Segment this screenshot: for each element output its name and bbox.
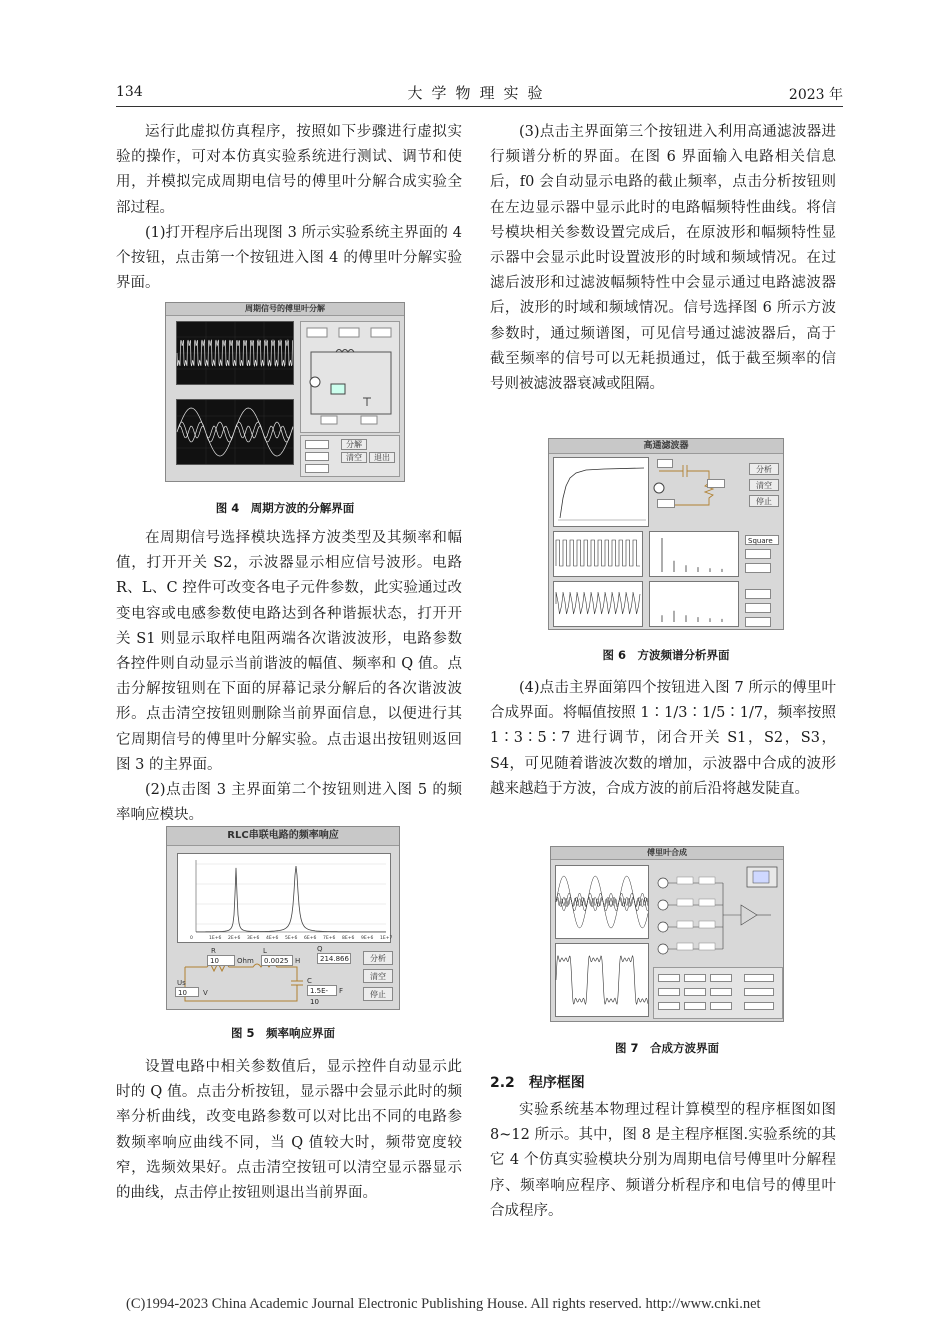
fig5-clear-button[interactable]: 清空 bbox=[363, 969, 393, 983]
fig5-q-display: 214.866 bbox=[317, 953, 351, 964]
figure-7-screenshot bbox=[550, 846, 784, 1022]
left-column-bottom bbox=[116, 1055, 462, 1206]
fig7-param-field[interactable] bbox=[658, 974, 680, 982]
fig7-param-field[interactable] bbox=[658, 988, 680, 996]
figure-6-screenshot bbox=[548, 438, 784, 630]
harmonic-curve bbox=[556, 893, 648, 911]
fig6-signal-type-select[interactable]: Square bbox=[745, 535, 779, 545]
paragraph: 在周期信号选择模块选择方波类型及其频率和幅值，打开开关 S2，示波器显示相应信号波形。电路 R、L、C 控件可改变各电子元件参数，此实验通过改变电容或电感参数使电路达到各种谐振状态，打开开关 S1 则显示取样电阻两端各次谐波波形，电路参数各控件则自动显示当前谐波的幅值、频率和 Q 值。点击分解按钮则在下面的屏幕记录分解后的各次谐波波形。点击清空按钮则删除当前界面信息，以便进行其它周期信号的傅里叶分解实验。点击退出按钮则返回图 3 的主界面。 bbox=[116, 530, 462, 773]
fig5-response-curve bbox=[178, 854, 393, 942]
fig6-filtered-spectrum bbox=[650, 582, 738, 626]
fig6-clear-button[interactable]: 清空 bbox=[749, 479, 779, 491]
fig7-harmonics-waveform bbox=[556, 866, 648, 938]
fig4-decompose-button[interactable]: 分解 bbox=[341, 439, 367, 450]
figure-5-screenshot bbox=[166, 826, 400, 1010]
figure-4-caption: 图 4 周期方波的分解界面 bbox=[215, 501, 355, 515]
fig5-c-label: C bbox=[307, 977, 312, 985]
fig6-original-spectrum-plot bbox=[649, 531, 739, 577]
fig4-param-field[interactable] bbox=[305, 464, 329, 473]
fig6-original-spectrum bbox=[650, 532, 738, 576]
figure-6-caption: 图 6 方波频谱分析界面 bbox=[602, 648, 730, 662]
fig4-param-field[interactable] bbox=[305, 452, 329, 461]
fig6-capacitance-field[interactable] bbox=[657, 459, 673, 468]
fig6-stop-button[interactable]: 停止 bbox=[749, 495, 779, 507]
issue-year: 2023 年 bbox=[788, 87, 843, 103]
copyright-footer: (C)1994-2023 China Academic Journal Electronic Publishing House. All rights reserved. http://www.cnki.net bbox=[126, 1296, 761, 1312]
fig5-r-unit: Ohm bbox=[237, 957, 254, 965]
fig5-l-input[interactable]: 0.0025 bbox=[261, 955, 293, 966]
fig6-amplitude-response-plot bbox=[553, 457, 649, 527]
fig7-param-field[interactable] bbox=[710, 1002, 732, 1010]
fig5-l-label: L bbox=[263, 947, 267, 955]
section-number: 2.2 bbox=[490, 1075, 515, 1091]
fig5-x-tick-label: 6E+6 bbox=[304, 936, 317, 941]
fig5-us-label: Us bbox=[177, 979, 186, 987]
fig6-param-field[interactable] bbox=[745, 603, 771, 613]
fig7-param-field[interactable] bbox=[744, 974, 774, 982]
fig5-response-plot bbox=[177, 853, 391, 943]
fig5-l-unit: H bbox=[295, 957, 301, 965]
fig5-c-unit: F bbox=[339, 987, 344, 995]
fig5-c-input[interactable]: 1.5E-10 bbox=[307, 985, 337, 996]
right-column-top bbox=[490, 120, 836, 397]
harmonic-curve bbox=[556, 898, 648, 906]
fig7-synthesis-plot bbox=[555, 943, 649, 1017]
fig5-us-unit: V bbox=[203, 989, 208, 997]
figure-7-caption: 图 7 合成方波界面 bbox=[614, 1041, 719, 1055]
fig5-q-label: Q bbox=[317, 945, 323, 953]
fig6-filtered-spectrum-plot bbox=[649, 581, 739, 627]
fig6-param-field[interactable] bbox=[745, 549, 771, 559]
paragraph: 实验系统基本物理过程计算模型的程序框图如图 8~12 所示。其中，图 8 是主程序框图.实验系统的其它 4 个仿真实验模块分别为周期电信号傅里叶分解程序、频率响应程序、频谱分析程序和电信号的傅里叶合成程序。 bbox=[490, 1102, 836, 1219]
fig4-circuit-diagram bbox=[301, 322, 397, 430]
section-title: 程序框图 bbox=[528, 1075, 585, 1091]
fig6-window-title: 高通滤波器 bbox=[549, 439, 783, 454]
fig6-param-field[interactable] bbox=[745, 563, 771, 573]
fig6-amplitude-curve bbox=[554, 458, 648, 526]
fig5-x-tick-label: 2E+6 bbox=[228, 936, 241, 941]
fig4-param-field[interactable] bbox=[305, 440, 329, 449]
fig4-waveform-bottom bbox=[177, 400, 293, 464]
fig6-original-waveform-plot bbox=[553, 531, 643, 577]
left-column-middle bbox=[116, 526, 462, 828]
fig5-x-tick-label: 8E+6 bbox=[342, 936, 355, 941]
fig5-x-tick-label: 5E+6 bbox=[285, 936, 298, 941]
journal-name: 大学物理实验 bbox=[407, 84, 552, 102]
fig7-window-title: 傅里叶合成 bbox=[551, 847, 783, 860]
running-header bbox=[116, 84, 843, 106]
fig6-filtered-waveform-plot bbox=[553, 581, 643, 627]
fig7-param-field[interactable] bbox=[710, 974, 732, 982]
fig5-x-tick-label: 9E+6 bbox=[361, 936, 374, 941]
fig7-synthesis-circuit bbox=[653, 863, 781, 963]
harmonic-curve bbox=[556, 876, 648, 928]
fig5-r-label: R bbox=[211, 947, 216, 955]
fig7-param-field[interactable] bbox=[658, 1002, 680, 1010]
figure-5-caption: 图 5 频率响应界面 bbox=[230, 1026, 335, 1040]
fig4-exit-button[interactable]: 退出 bbox=[369, 452, 395, 463]
fig7-param-field[interactable] bbox=[744, 1002, 774, 1010]
fig6-param-field[interactable] bbox=[745, 617, 771, 627]
figure-4-screenshot bbox=[165, 302, 405, 482]
paragraph: 设置电路中相关参数值后，显示控件自动显示此时的 Q 值。点击分析按钮，显示器中会显示此时的频率分析曲线，改变电路参数可以对比出不同的电路参数频率响应曲线不同，当 Q 值较大时，频带宽度较窄，选频效果好。点击清空按钮可以清空显示器显示的曲线，点击停止按钮则退出当前界面。 bbox=[116, 1059, 462, 1202]
right-column-middle bbox=[490, 676, 836, 802]
fig6-original-waveform bbox=[554, 532, 642, 576]
fig7-parameter-panel bbox=[653, 967, 783, 1019]
fig7-param-field[interactable] bbox=[684, 1002, 706, 1010]
header-rule bbox=[116, 106, 843, 107]
fig5-x-tick-label: 1E+7 bbox=[380, 936, 393, 941]
fig5-x-tick-label: 7E+6 bbox=[323, 936, 336, 941]
fig5-analyze-button[interactable]: 分析 bbox=[363, 951, 393, 965]
fig4-scope-top bbox=[176, 321, 294, 385]
fig7-harmonics-plot bbox=[555, 865, 649, 939]
fig5-r-input[interactable]: 10 bbox=[207, 955, 235, 966]
fig4-window-title: 周期信号的傅里叶分解 bbox=[166, 303, 404, 316]
fig7-param-field[interactable] bbox=[710, 988, 732, 996]
fig6-f0-display bbox=[707, 479, 725, 488]
fig4-circuit-panel bbox=[300, 321, 400, 433]
fig6-resistance-field[interactable] bbox=[657, 499, 675, 508]
fig5-window-title: RLC串联电路的频率响应 bbox=[167, 827, 399, 846]
fig4-scope-bottom bbox=[176, 399, 294, 465]
paragraph: (2)点击图 3 主界面第二个按钮则进入图 5 的频率响应模块。 bbox=[116, 782, 462, 824]
fig5-x-tick-label: 4E+6 bbox=[266, 936, 279, 941]
fig5-stop-button[interactable]: 停止 bbox=[363, 987, 393, 1001]
fig4-clear-button[interactable]: 清空 bbox=[341, 452, 367, 463]
fig4-control-panel bbox=[300, 435, 400, 477]
paragraph: (1)打开程序后出现图 3 所示实验系统主界面的 4 个按钮，点击第一个按钮进入图 4 的傅里叶分解实验界面。 bbox=[116, 224, 462, 292]
fig4-waveform-top bbox=[177, 322, 293, 384]
fig7-param-field[interactable] bbox=[684, 974, 706, 982]
right-column-bottom bbox=[490, 1098, 836, 1224]
fig6-filtered-waveform bbox=[554, 582, 642, 626]
fig5-x-tick-label: 0 bbox=[190, 936, 193, 941]
fig7-param-field[interactable] bbox=[684, 988, 706, 996]
fig5-us-input[interactable]: 10 bbox=[175, 987, 199, 997]
fig5-x-tick-label: 3E+6 bbox=[247, 936, 260, 941]
paragraph: 运行此虚拟仿真程序，按照如下步骤进行虚拟实验的操作，可对本仿真实验系统进行测试、调节和使用，并模拟完成周期电信号的傅里叶分解合成实验全部过程。 bbox=[116, 124, 462, 216]
paragraph: (4)点击主界面第四个按钮进入图 7 所示的傅里叶合成界面。将幅值按照 1∶1/3∶1/5∶1/7，频率按照 1∶3∶5∶7 进行调节，闭合开关 S1，S2，S3，S4，可见随着谐波次数的增加，示波器中合成的波形越来越趋于方波，合成方波的前后沿将越发陡直。 bbox=[490, 680, 836, 797]
left-column-top bbox=[116, 120, 462, 296]
fig6-param-field[interactable] bbox=[745, 589, 771, 599]
page-number: 134 bbox=[116, 84, 143, 100]
fig7-param-field[interactable] bbox=[744, 988, 774, 996]
section-heading bbox=[490, 1072, 585, 1092]
fig7-synthesized-waveform bbox=[556, 944, 648, 1016]
fig6-filter-circuit bbox=[653, 461, 727, 521]
fig5-x-tick-label: 1E+6 bbox=[209, 936, 222, 941]
fig6-analyze-button[interactable]: 分析 bbox=[749, 463, 779, 475]
paragraph: (3)点击主界面第三个按钮进入利用高通滤波器进行频谱分析的界面。在图 6 界面输入电路相关信息后，f0 会自动显示电路的截止频率，点击分析按钮则在左边显示器中显示此时的电路幅频特性曲线。将信号模块相关参数设置完成后，在原波形和幅频特性显示器中会显示此时设置波形的时域和频域情况。在过滤后波形和过滤波幅频特性中会显示通过电路滤波器后，波形的时域和频域情况。信号选择图 6 所示方波参数时，通过频谱图，可见信号通过滤波器后，高于截至频率的信号可以无耗损通过，低于截至频率的信号则被滤波器衰减或阻隔。 bbox=[490, 124, 836, 393]
